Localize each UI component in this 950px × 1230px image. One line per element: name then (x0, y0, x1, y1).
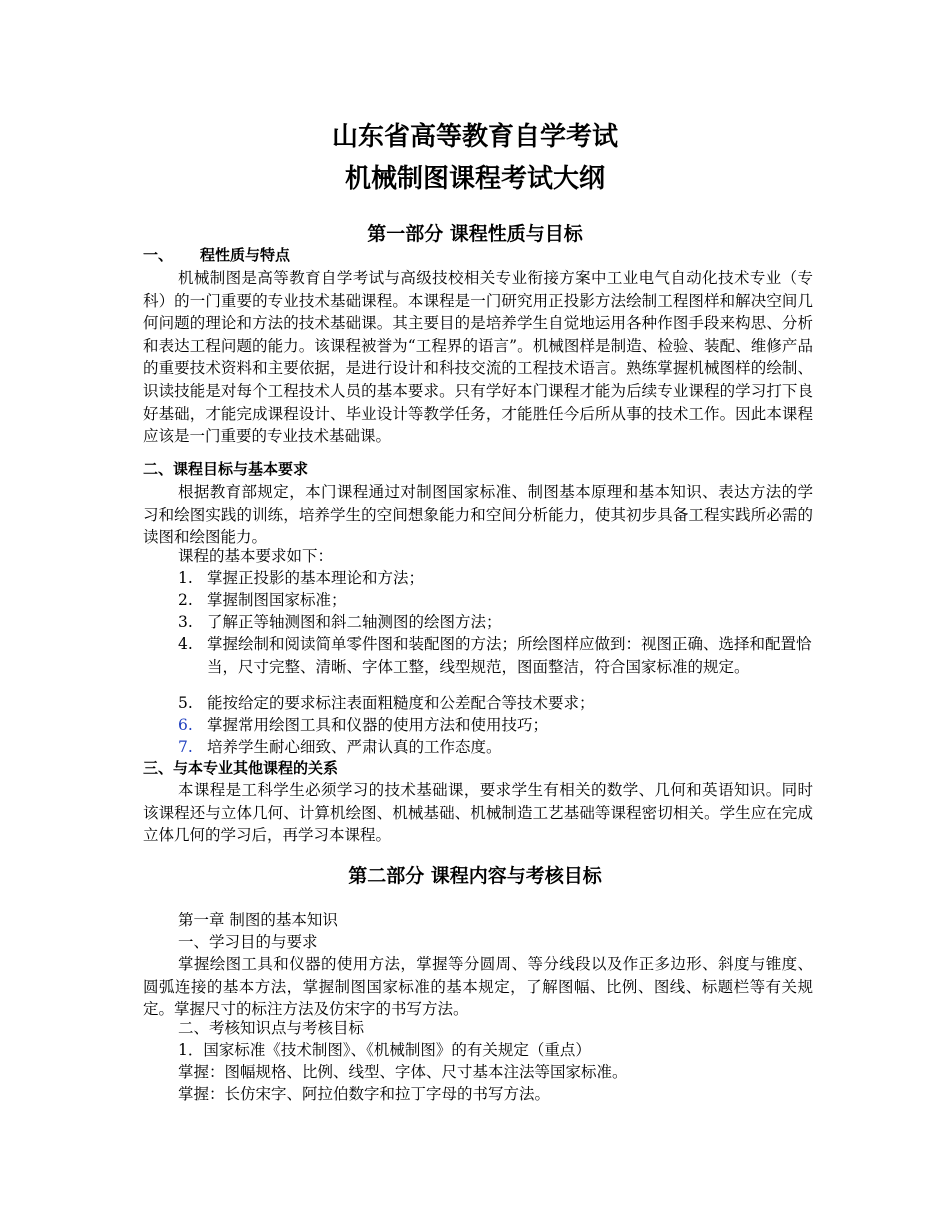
section3-body: 本课程是工科学生必须学习的技术基础课，要求学生有相关的数学、几何和英语知识。同时该课程还与立体几何、计算机绘图、机械基础、机械制造工艺基础等课程密切相关。学生应在完成立体几何的学习后，再学习本课程。 (143, 781, 813, 845)
section3-heading: 三、与本专业其他课程的关系 (143, 759, 339, 777)
subsection-goals: 一、学习目的与要求 (178, 933, 318, 951)
requirement-item (178, 692, 815, 715)
grasp-item-2: 掌握：长仿宋字、阿拉伯数字和拉丁字母的书写方法。 (178, 1085, 551, 1103)
requirement-text: 了解正等轴测图和斜二轴测图的绘图方法； (207, 613, 502, 631)
requirement-number: 5. (178, 694, 193, 712)
requirement-text: 掌握制图国家标准； (207, 591, 347, 609)
requirement-number: 6. (178, 716, 193, 734)
section2-heading: 二、课程目标与基本要求 (143, 460, 309, 478)
goals-body: 掌握绘图工具和仪器的使用方法，掌握等分圆周、等分线段以及作正多边形、斜度与锥度、圆弧连接的基本方法，掌握制图国家标准的基本规定，了解图幅、比例、图线、标题栏等有关规定。掌握尺寸的标注方法及仿宋字的书写方法。 (143, 955, 813, 1019)
requirement-text: 掌握正投影的基本理论和方法； (207, 569, 425, 587)
requirement-number: 7. (178, 738, 193, 756)
section1-body: 机械制图是高等教育自学考试与高级技校相关专业衔接方案中工业电气自动化技术专业（专科）的一门重要的专业技术基础课程。本课程是一门研究用正投影方法绘制工程图样和解决空间几何问题的理论和方法的技术基础课。其主要目的是培养学生自觉地运用各种作图手段来构思、分析和表达工程问题的能力。该课程被誉为“工程界的语言”。机械图样是制造、检验、装配、维修产品的重要技术资料和主要依据，是进行设计和科技交流的工程技术语言。熟练掌握机械图样的绘制、识读技能是对每个工程技术人员的基本要求。只有学好本门课程才能为后续专业课程的学习打下良好基础，才能完成课程设计、毕业设计等教学任务，才能胜任今后所从事的技术工作。因此本课程应该是一门重要的专业技术基础课。 (143, 269, 813, 446)
requirement-item (178, 736, 815, 759)
subsection-assessment: 二、考核知识点与考核目标 (178, 1019, 365, 1037)
chapter-title: 第一章 制图的基本知识 (178, 911, 338, 929)
section1-number: 一、 (143, 246, 174, 264)
section1-heading (143, 245, 290, 266)
requirement-item (178, 589, 815, 612)
part2-heading: 第二部分 课程内容与考核目标 (348, 865, 602, 887)
requirement-text: 能按给定的要求标注表面粗糙度和公差配合等技术要求； (207, 694, 595, 712)
requirement-number: 1. (178, 569, 193, 587)
requirement-number: 4. (178, 635, 193, 653)
requirement-text: 掌握绘制和阅读简单零件图和装配图的方法；所绘图样应做到：视图正确、选择和配置恰当，尺寸完整、清晰、字体工整，线型规范，图面整洁，符合国家标准的规定。 (207, 635, 812, 676)
requirement-item (178, 567, 815, 590)
requirement-item (178, 633, 815, 678)
requirement-item (178, 714, 815, 737)
grasp-item-1: 掌握：图幅规格、比例、线型、字体、尺寸基本注法等国家标准。 (178, 1063, 628, 1081)
section2-body: 根据教育部规定，本门课程通过对制图国家标准、制图基本原理和基本知识、表达方法的学习和绘图实践的训练，培养学生的空间想象能力和空间分析能力，使其初步具备工程实践所必需的读图和绘图能力。 (143, 483, 813, 547)
section1-title: 程性质与特点 (200, 246, 291, 264)
requirement-number: 3. (178, 613, 193, 631)
requirements-intro: 课程的基本要求如下： (178, 547, 334, 565)
document-title-line2: 机械制图课程考试大纲 (344, 164, 605, 194)
requirement-text: 掌握常用绘图工具和仪器的使用方法和使用技巧； (207, 716, 549, 734)
assessment-point-1: 1．国家标准《技术制图》、《机械制图》的有关规定（重点） (178, 1041, 591, 1059)
part1-heading: 第一部分 课程性质与目标 (367, 223, 583, 245)
requirement-number: 2. (178, 591, 193, 609)
requirement-item (178, 611, 815, 634)
document-title-line1: 山东省高等教育自学考试 (331, 122, 618, 152)
requirement-text: 培养学生耐心细致、严肃认真的工作态度。 (207, 738, 502, 756)
